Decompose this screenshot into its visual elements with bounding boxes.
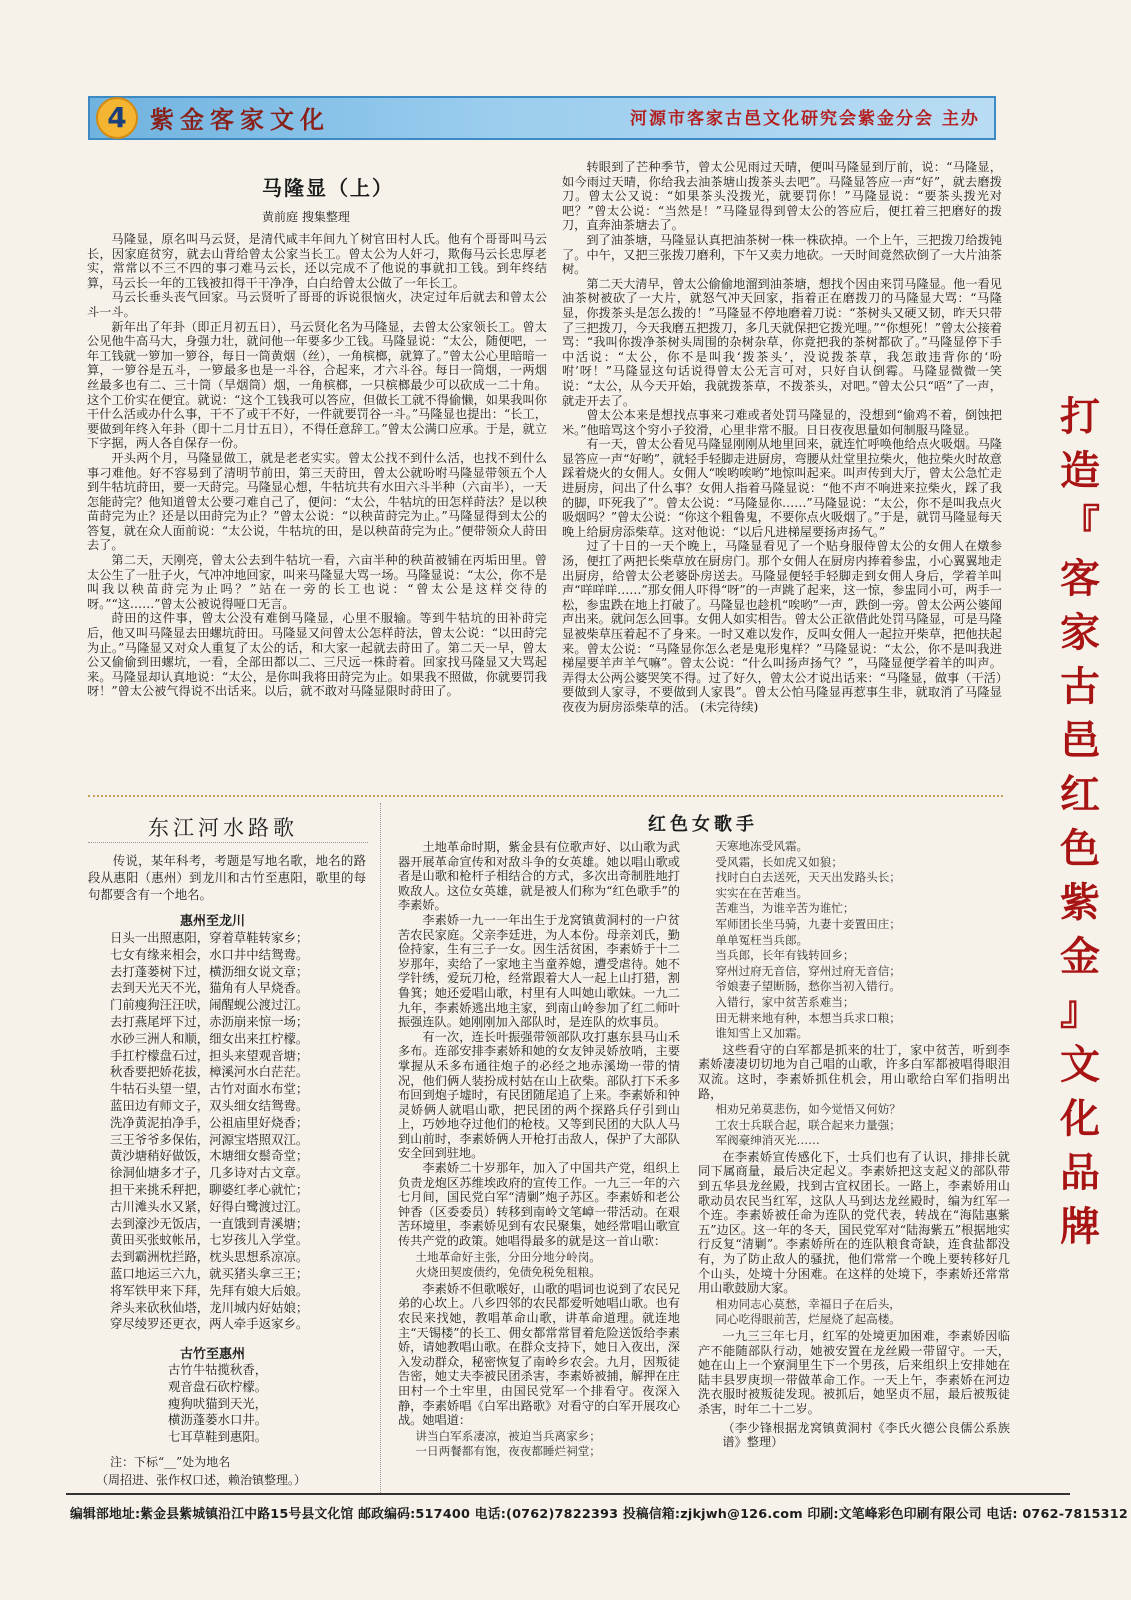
side-banner: 打 造 『 客 家 古 邑 红 色 紫 金 』 文 化 品 牌	[1060, 393, 1100, 1250]
song-line: 找时白白去送死，天天出发路头长；	[715, 870, 901, 885]
poem-line: 古竹牛牯揽秋香，	[168, 1362, 268, 1377]
song-line: 单单冤枉当兵郎。	[715, 932, 809, 947]
section-title: 紫金客家文化	[150, 105, 330, 134]
poem-line: 去到濠沙无饭店，一直饿到青溪塘；	[110, 1215, 309, 1231]
red-singer-paragraph: 一九三三年七月，红军的处境更加困难，李素娇因临产不能随部队行动，她被安置在龙丝殿一带留守。一天，她在山上一个寮洞里生下一个男孩，后来组织上安排她在陆丰县罗庚坝一带做革命工作。一天上午，李素娇在河边洗衣服时被叛徒发现。被抓后，她坚贞不屈，最后被叛徒杀害，时年二十二岁。	[698, 1329, 1010, 1416]
song-line: 天寒地冻受风霜。	[715, 839, 809, 853]
red-singer-paragraph: 有一次，连长叶振强带领部队攻打惠东县马山禾多布。连部安排李素娇和她的女友钟灵娇放哨，主要掌握从禾多布通往炮子的必经之地赤溪坳一带的情况，他们俩人装扮成村姑在山上砍柴。部队打下禾多布回到炮子墟时，有民团随尾追了上来。李素娇和钟灵娇俩人就唱山歌，把民团的两个探路兵仔引到山上，巧妙地夺过他们的枪枝。又等到民团的大队人马到山前时，李素娇俩人开枪打击敌人，保护了大部队安全回到驻地。	[398, 1029, 680, 1161]
article-paragraph: 有一天，曾太公看见马隆显刚刚从地里回来，就连忙呼唤他给点火吸烟。马隆显答应一声“好哟”，就轻手轻脚走进厨房，弯腰从灶堂里拉柴火，他拉柴火时故意踩着烧火的女佣人。女佣人“唉哟唉哟”地惊叫起来。叫声传到大厅，曾太公急忙走进厨房，问出了什么事？女佣人指着马隆显说：“他不声不响进来拉柴火，踩了我的脚，吓死我了”。曾太公说：“马隆显你……”马隆显说：“太公，你不是叫我点火吸烟吗？”曾太公说：“你这个粗鲁鬼，不要你点火吸烟了。”于是，就罚马隆显每天晚上给厨房添柴草。这对他说：“以后凡进梯屋要扬声扬气。”	[562, 437, 1002, 539]
poem-line: 黄田买张蚊帐吊，七岁孩儿入学堂。	[110, 1232, 309, 1248]
poem-line: 手扛柠檬盘石过，担头来望观音塘；	[110, 1047, 309, 1063]
poem-line: 洗净黄泥拍净手，公祖庙里好烧香；	[110, 1114, 309, 1130]
poem-line: 横沥蓬蒌水口井。	[168, 1412, 268, 1428]
poem-line: 日头一出照惠阳，穿着草鞋转家乡；	[110, 930, 309, 945]
red-singer-paragraph: 李素娇不但歌喉好，山歌的唱词也说到了农民兄弟的心坎上。八乡四邻的农民都爱听她唱山歌。也有农民来找她，教唱革命山歌，讲革命道理。就连地主“天锡楼”的长工、佣女都常常冒着危险送饭给李素娇，请她教唱山歌。在群众支持下，她日入夜出，深入发动群众，秘密恢复了南岭乡农会。九月，因叛徒告密，她丈夫李被民团杀害，李素娇被捕，解押在庄田村一个土牢里，由国民党军一个排看守。夜深入静，李素娇唱《白军出路歌》对看守的白军开展攻心战。她唱道：	[398, 1281, 680, 1428]
note-placenames: 注：下标“__”处为地名	[110, 1455, 231, 1469]
song-line: 军师团长坐马骑，九妻十妾置田庄；	[715, 916, 901, 931]
song-line: 田无耕来地有种，本想当兵求口粮；	[715, 1010, 901, 1025]
section1-poem	[110, 930, 375, 1333]
song-line: 相劝兄弟莫悲伤，如今觉悟又何妨？	[715, 1102, 901, 1117]
red-singer-column-2	[698, 838, 1010, 1490]
dongjiang-intro: 传说，某年科考，考题是写地名歌，地名的路段从惠阳（惠州）到龙川和古竹至惠阳，歌里的每句都要含有一个地名。	[88, 853, 366, 902]
poem-line: 去打燕尾坪下过，赤沥崩来惊一场；	[110, 1013, 309, 1029]
red-singer-column-1	[398, 840, 680, 1490]
poem-line: 去打蓬蒌树下过，横沥细女说文章；	[110, 963, 309, 979]
poem-line: 水砂三洲人和顺，细女出来扛柠檬。	[110, 1030, 309, 1046]
song-line: 工农士兵联合起，联合起来力量强；	[715, 1117, 901, 1132]
article-paragraph: 曾太公本来是想找点事来刁难或者处罚马隆显的，没想到“偷鸡不着，倒蚀把米。”他暗骂这个穷小子狡滑，心里非常不服。日日夜夜思量如何制服马隆显。	[562, 408, 1002, 437]
section-divider	[88, 795, 1003, 797]
article-paragraph: 马云长垂头丧气回家。马云贤听了哥哥的诉说很恼火，决定过年后就去和曾太公斗一斗。	[87, 290, 547, 319]
song-line: 火烧田契废债约，免债免税免租粮。	[415, 1265, 601, 1280]
song-line: 爷娘妻子望断肠，愁你当初入错行。	[715, 979, 901, 994]
article-paragraph: 莳田的这件事，曾太公没有难倒马隆显，心里不服输。等到牛牯坑的田补莳完后，他又叫马隆显去田螺坑莳田。马隆显又问曾太公怎样莳法，曾太公说：“以田莳完为止。”马隆显又对众人重复了太公的话，和大家一起就去莳田了。第二天一早，曾太公又偷偷到田螺坑，一看，全部田都以二、三尺远一株莳着。回家找马隆显又大骂起来。马隆显却认真地说：“太公，是你叫我将田莳完为止。如果我不照做，你就要罚我呀！”曾太公被气得说不出话来。以后，就不敢对马隆显限时莳田了。	[87, 611, 547, 699]
poem-line: 蓝田边有师文子，双头细女结鸳鸯。	[110, 1097, 309, 1113]
article-right-column	[562, 160, 1002, 788]
footer-contact: 编辑部地址:紫金县紫城镇沿江中路15号县文化馆 邮政编码:517400 电话:(0762)7822393 投稿信箱:zjkjwh@126.com 印刷:文笔峰彩色印刷有限公司 电话: 0762-7815312	[70, 1507, 1128, 1522]
to-be-continued: (未完待续)	[699, 699, 759, 714]
section2-poem	[168, 1362, 368, 1446]
footer-rule	[66, 1493, 1070, 1495]
poem-line: 去到天光天不光，猫角有人早烧香。	[110, 980, 309, 996]
song-line: 实实在在苦难当。	[715, 885, 809, 900]
song-line: 军阀豪绅消灭光……	[715, 1133, 820, 1148]
poem-line: 瘦狗吠猫到天光，	[168, 1395, 268, 1411]
poem-line: 古川滩头水又紧，好得白鹭渡过江。	[110, 1198, 309, 1214]
article-byline: 黄前庭 搜集整理	[262, 210, 350, 224]
dongjiang-title: 东江河水路歌	[148, 816, 298, 840]
article-paragraph: 到了油茶塘，马隆显认真把油茶树一株一株砍掉。一个上午，三把拨刀给拨钝了。中午，又把三张拨刀磨利，下午又卖力地砍。一天时间竟然砍倒了一大片油茶树。	[562, 232, 1002, 277]
red-singer-paragraph: 这些看守的白军都是抓来的壮丁，家中贫苦，听到李素娇凄凄切切地为自己唱的山歌，许多白军都被唱得眼泪双流。这时，李素娇抓住机会，用山歌给白军们指明出路，	[698, 1042, 1010, 1101]
song-line: 土地革命好主张，分田分地分岭岗。	[415, 1249, 601, 1264]
poem-line: 穿尽绫罗还更衣，两人牵手返家乡。	[110, 1316, 309, 1332]
poem-line: 去到霸洲枕拦路，枕头思想系凉凉。	[110, 1249, 309, 1265]
article-paragraph: 马隆显，原名叫马云贤，是清代咸丰年间九丫树官田村人氏。他有个哥哥叫马云长，因家庭贫穷，就去山背给曾太公家当长工。曾太公为人奸刁，欺侮马云长忠厚老实，常常以不三不四的事刁难马云长，还以完成不了他说的事就扣工钱。到年终结算，马云长一年的工钱被扣得干干净净，白白给曾太公做了一年长工。	[87, 232, 547, 290]
song-line: 同心吃得眼前苦，烂屋烧了起高楼。	[715, 1312, 901, 1327]
source-credit: （李少锋根据龙窝镇黄洞村《李氏火德公良儒公系族谱》整理）	[722, 1420, 1010, 1450]
song-line: 相劝同志心莫愁，幸福日子在后头，	[715, 1296, 901, 1311]
page-number-badge: 4	[96, 97, 138, 139]
organizer-label: 河源市客家古邑文化研究会紫金分会 主办	[630, 109, 980, 129]
dongjiang-title-rule	[88, 842, 368, 843]
article-paragraph: 开头两个月，马隆显做工，就是老老实实。曾太公找不到什么活，也找不到什么事刁难他。好不容易到了清明节前田，第三天莳田，曾太公就吩咐马隆显带领五个人到牛牯坑莳田，要一天莳完。马隆显心想，牛牯坑共有水田六斗半种（六亩半），一天怎能莳完？他知道曾太公要刁难自己了，便问：“太公，牛牯坑的田怎样莳法？是以秧苗莳完为止？还是以田莳完为止？”曾太公说：“以秧苗莳完为止。”马隆显得到太公的答复，就在众人面前说：“太公说，牛牯坑的田，是以秧苗莳完为止。”便带领众人莳田去了。	[87, 450, 547, 553]
poem-line: 七女有缘来相会，水口井中结鸳鸯。	[110, 946, 309, 962]
song-line: 一日两餐都有饱，夜夜都睡烂祠堂；	[415, 1444, 601, 1459]
section1-title: 惠州至龙川	[180, 914, 246, 929]
red-singer-paragraph: 在李素娇宣传感化下，士兵们也有了认识，排排长就同下属商量，最后决定起义。李素娇把这支起义的部队带到五华县龙丝殿，找到古宜权团长。一路上，李素娇用山歌动员农民当红军，这队人马到达龙丝殿时，编为红军一个连。李素娇被任命为连队的党代表，转战在“海陆惠紫五”边区。这一年的冬天，国民党军对“陆海紫五”根据地实行反复“清剿”。李素娇所在的连队粮食奇缺，连食盐都没有，为了防止敌人的骚扰，他们常常一个晚上要转移好几个山头，处境十分困难。在这样的处境下，李素娇还常常用山歌鼓励大家。	[698, 1149, 1010, 1296]
poem-line: 将军铁甲来下拜，先拜有娘大后娘。	[110, 1282, 309, 1298]
poem-line: 牛牯石头望一望，古竹对面水布堂；	[110, 1081, 309, 1097]
red-singer-paragraph: 李素娇二十岁那年，加入了中国共产党，组织上负责龙炮区苏维埃政府的宣传工作。一九三一年的六七月间，国民党白军“清剿”炮子苏区。李素娇和老公钟香（区委委员）转移到南岭文笔嶂一带活动。在艰苦环境里，李素娇见到有农民聚集，她经常唱山歌宣传共产党的政策。她唱得最多的就是这一首山歌：	[398, 1161, 680, 1249]
column-divider	[380, 803, 381, 1493]
song-line: 谁知雪上又加霜。	[715, 1026, 809, 1041]
article-title: 马隆显（上）	[262, 176, 394, 200]
poem-line: 秋香要把娇花拔，樟溪河水白茫茫。	[110, 1064, 309, 1080]
red-singer-paragraph: 土地革命时期，紫金县有位歌声好、以山歌为武器开展革命宣传和对敌斗争的女英雄。她以唱山歌或者是山歌和枪杆子相结合的方式，多次出奇制胜地打败敌人。这位女英雄，就是被人们称为“红色歌手”的李素娇。	[398, 840, 680, 913]
note-credits: （周招进、张作权口述，赖治镇整理。）	[96, 1473, 307, 1487]
poem-line: 徐洞仙塘多才子，几多诗对古文章。	[110, 1165, 309, 1181]
article-paragraph: 新年出了年卦（即正月初五日），马云贤化名为马隆显，去曾太公家领长工。曾太公见他牛高马大，身强力壮，就问他一年要多少工钱。马隆显说：“太公，随便吧，一年工钱就一箩加一箩谷，每日一筒黄烟（丝），一角槟榔，就算了。”曾太公心里暗暗一算，一箩谷是五斗，一箩最多也是一斗谷，合起来，才六斗谷。每日一筒烟，一两烟丝最多也有二、三十筒（旱烟筒）烟，一角槟榔，一只槟榔最少可以砍成一二十角。这个工价实在便宜。就说：“这个工钱我可以答应，但做长工就不得偷懒，如果我叫你干什么活或办什么事，干不了或干不好，一件就要罚谷一斗。”马隆显也提出：“长工，要做到年终入年卦（即十二月廿五日），不得任意辞工。”曾太公满口应承。于是，就立下字据，两人各自保存一份。	[87, 319, 547, 451]
song-line: 受风霜，长如虎又如狼；	[715, 854, 843, 869]
article-paragraph: 第二天，天刚亮，曾太公去到牛牯坑一看，六亩半种的秧苗被铺在丙垢田里。曾太公生了一肚子火，气冲冲地回家，叫来马隆显大骂一场。马隆显说：“太公，你不是叫我以秧苗莳完为止吗？”站在一旁的长工也说：“曾太公是这样交待的呀。”“这……”曾太公被说得哑口无言。	[87, 553, 547, 611]
article-paragraph: 第二天大清早，曾太公偷偷地溜到油茶塘，想找个因由来罚马隆显。他一看见油茶树被砍了一大片，就怒气冲天回家，指着正在磨拨刀的马隆显大骂：“马隆显，你拨茶头是怎么拨的！”马隆显不停地磨着刀说：“茶树头又硬又韧，昨天只带了三把拨刀，今天我磨五把拨刀，多几天就保把它拨光哩。”“你想死！”曾太公接着骂：“我叫你拨净茶树头周围的杂树杂草，你竟把我的茶树都砍了。”马隆显停下手中活说：“太公，你不是叫我‘拨茶头’，没说拨茶草，我怎敢违背你的‘吩咐’呀！”马隆显这句话说得曾太公无言可对，只好自认倒霉。马隆显微微一笑说：“太公，从今天开始，我就拨茶草，不拨茶头，对吧。”曾太公只“唔”了一声，就走开去了。	[562, 276, 1002, 408]
poem-line: 三王爷爷多保佑，河源宝塔照双江。	[110, 1131, 309, 1147]
poem-line: 黄沙塘稍好做饭，木塘细女鬃奇堂；	[110, 1148, 309, 1164]
section2-title: 古竹至惠州	[180, 1347, 246, 1362]
poem-line: 担干来挑禾秤把，聊婆红孝心就忙；	[110, 1181, 309, 1197]
article-paragraph: 转眼到了芒种季节，曾太公见雨过天晴，便叫马隆显到厅前，说：“马隆显，如今雨过天晴，你给我去油茶塘山拨茶头去吧”。马隆显答应一声“好”，就去磨拨刀。曾太公又说：“如果茶头没拨光，就要罚你！”马隆显说：“要茶头拨光对吧？”曾太公说：“当然是！”马隆显得到曾太公的答应后，便扛着三把磨好的拨刀，直奔油茶塘去了。	[562, 160, 1002, 233]
poem-line: 七耳草鞋到惠阳。	[168, 1429, 268, 1445]
song-line: 穿州过府无音信，穿州过府无音信；	[715, 963, 901, 978]
poem-line: 门前瘦狗汪汪吠，闹醒蚬公渡过江。	[110, 997, 309, 1013]
poem-line: 斧头来砍秋仙塔，龙川城内好姑娘；	[110, 1299, 309, 1315]
song-line: 入错行，家中贫苦系难当；	[715, 994, 855, 1009]
song-line: 当兵郎，长年有钱转回乡；	[715, 948, 855, 963]
song-line: 苦难当，为谁辛苦为谁忙；	[715, 901, 855, 916]
song-line: 讲当白军系凄凉，被迫当兵离家乡；	[415, 1428, 601, 1443]
red-singer-title: 红色女歌手	[648, 814, 758, 835]
red-singer-paragraph: 李素娇一九一一年出生于龙窝镇黄洞村的一户贫苦农民家庭。父亲李廷进，为人本份。母亲刘氏，勤俭持家，生有三子一女。因生活贫困，李素娇于十二岁那年，卖给了一家地主当童养媳，遭受虐待。她不学针绣，爱玩刀枪，经常跟着大人一起上山打猎，割鲁箕；她还爱唱山歌，村里有人叫她山歌妹。一九二九年，李素娇逃出地主家，到南山岭参加了红二师叶振强连队。她刚刚加入部队时，是连队的炊事员。	[398, 912, 680, 1030]
article-paragraph: 过了十日的一天个晚上，马隆显看见了一个贴身服侍曾太公的女佣人在燉参汤，便扛了两把长柴草放在厨房门。那个女佣人在厨房内捧着参盅，小心翼翼地走出厨房，给曾太公老婆卧房送去。马隆显便轻手轻脚走到女佣人身后，学着羊叫声“咩咩咩……”那女佣人吓得“呀”的一声跳了起来，这一惊，参盅同小可，两手一松，参盅跌在地上打破了。马隆显也趁机“唉哟”一声，跌倒一旁。曾太公两公婆闻声出来。就问怎么回事。女佣人如实相告。曾太公正欲借此处罚马隆显，可是马隆显被柴草压着起不了身来。一时又难以发作，反叫女佣人一起拉开柴草，把他扶起来。曾太公说：“马隆显你怎么老是鬼形鬼样？”马隆显说：“太公，你不是叫我进梯屋要羊声羊气嘛”。曾太公说：“什么叫扬声扬气？”，马隆显便学着羊的叫声。弄得太公两公婆哭笑不得。过了好久，曾太公才说出话来：“马隆显，做事（干活）要做到人家寻，不要做到人家畏”。曾太公怕马隆显再惹事生非，就取消了马隆显夜夜为厨房添柴草的活。 (未完待续)	[562, 539, 1002, 714]
poem-line: 观音盘石砍柠檬。	[168, 1378, 268, 1394]
article-left-column	[87, 232, 547, 787]
poem-line: 蓝口地运三六九，就买猪头拿三王；	[110, 1265, 309, 1281]
